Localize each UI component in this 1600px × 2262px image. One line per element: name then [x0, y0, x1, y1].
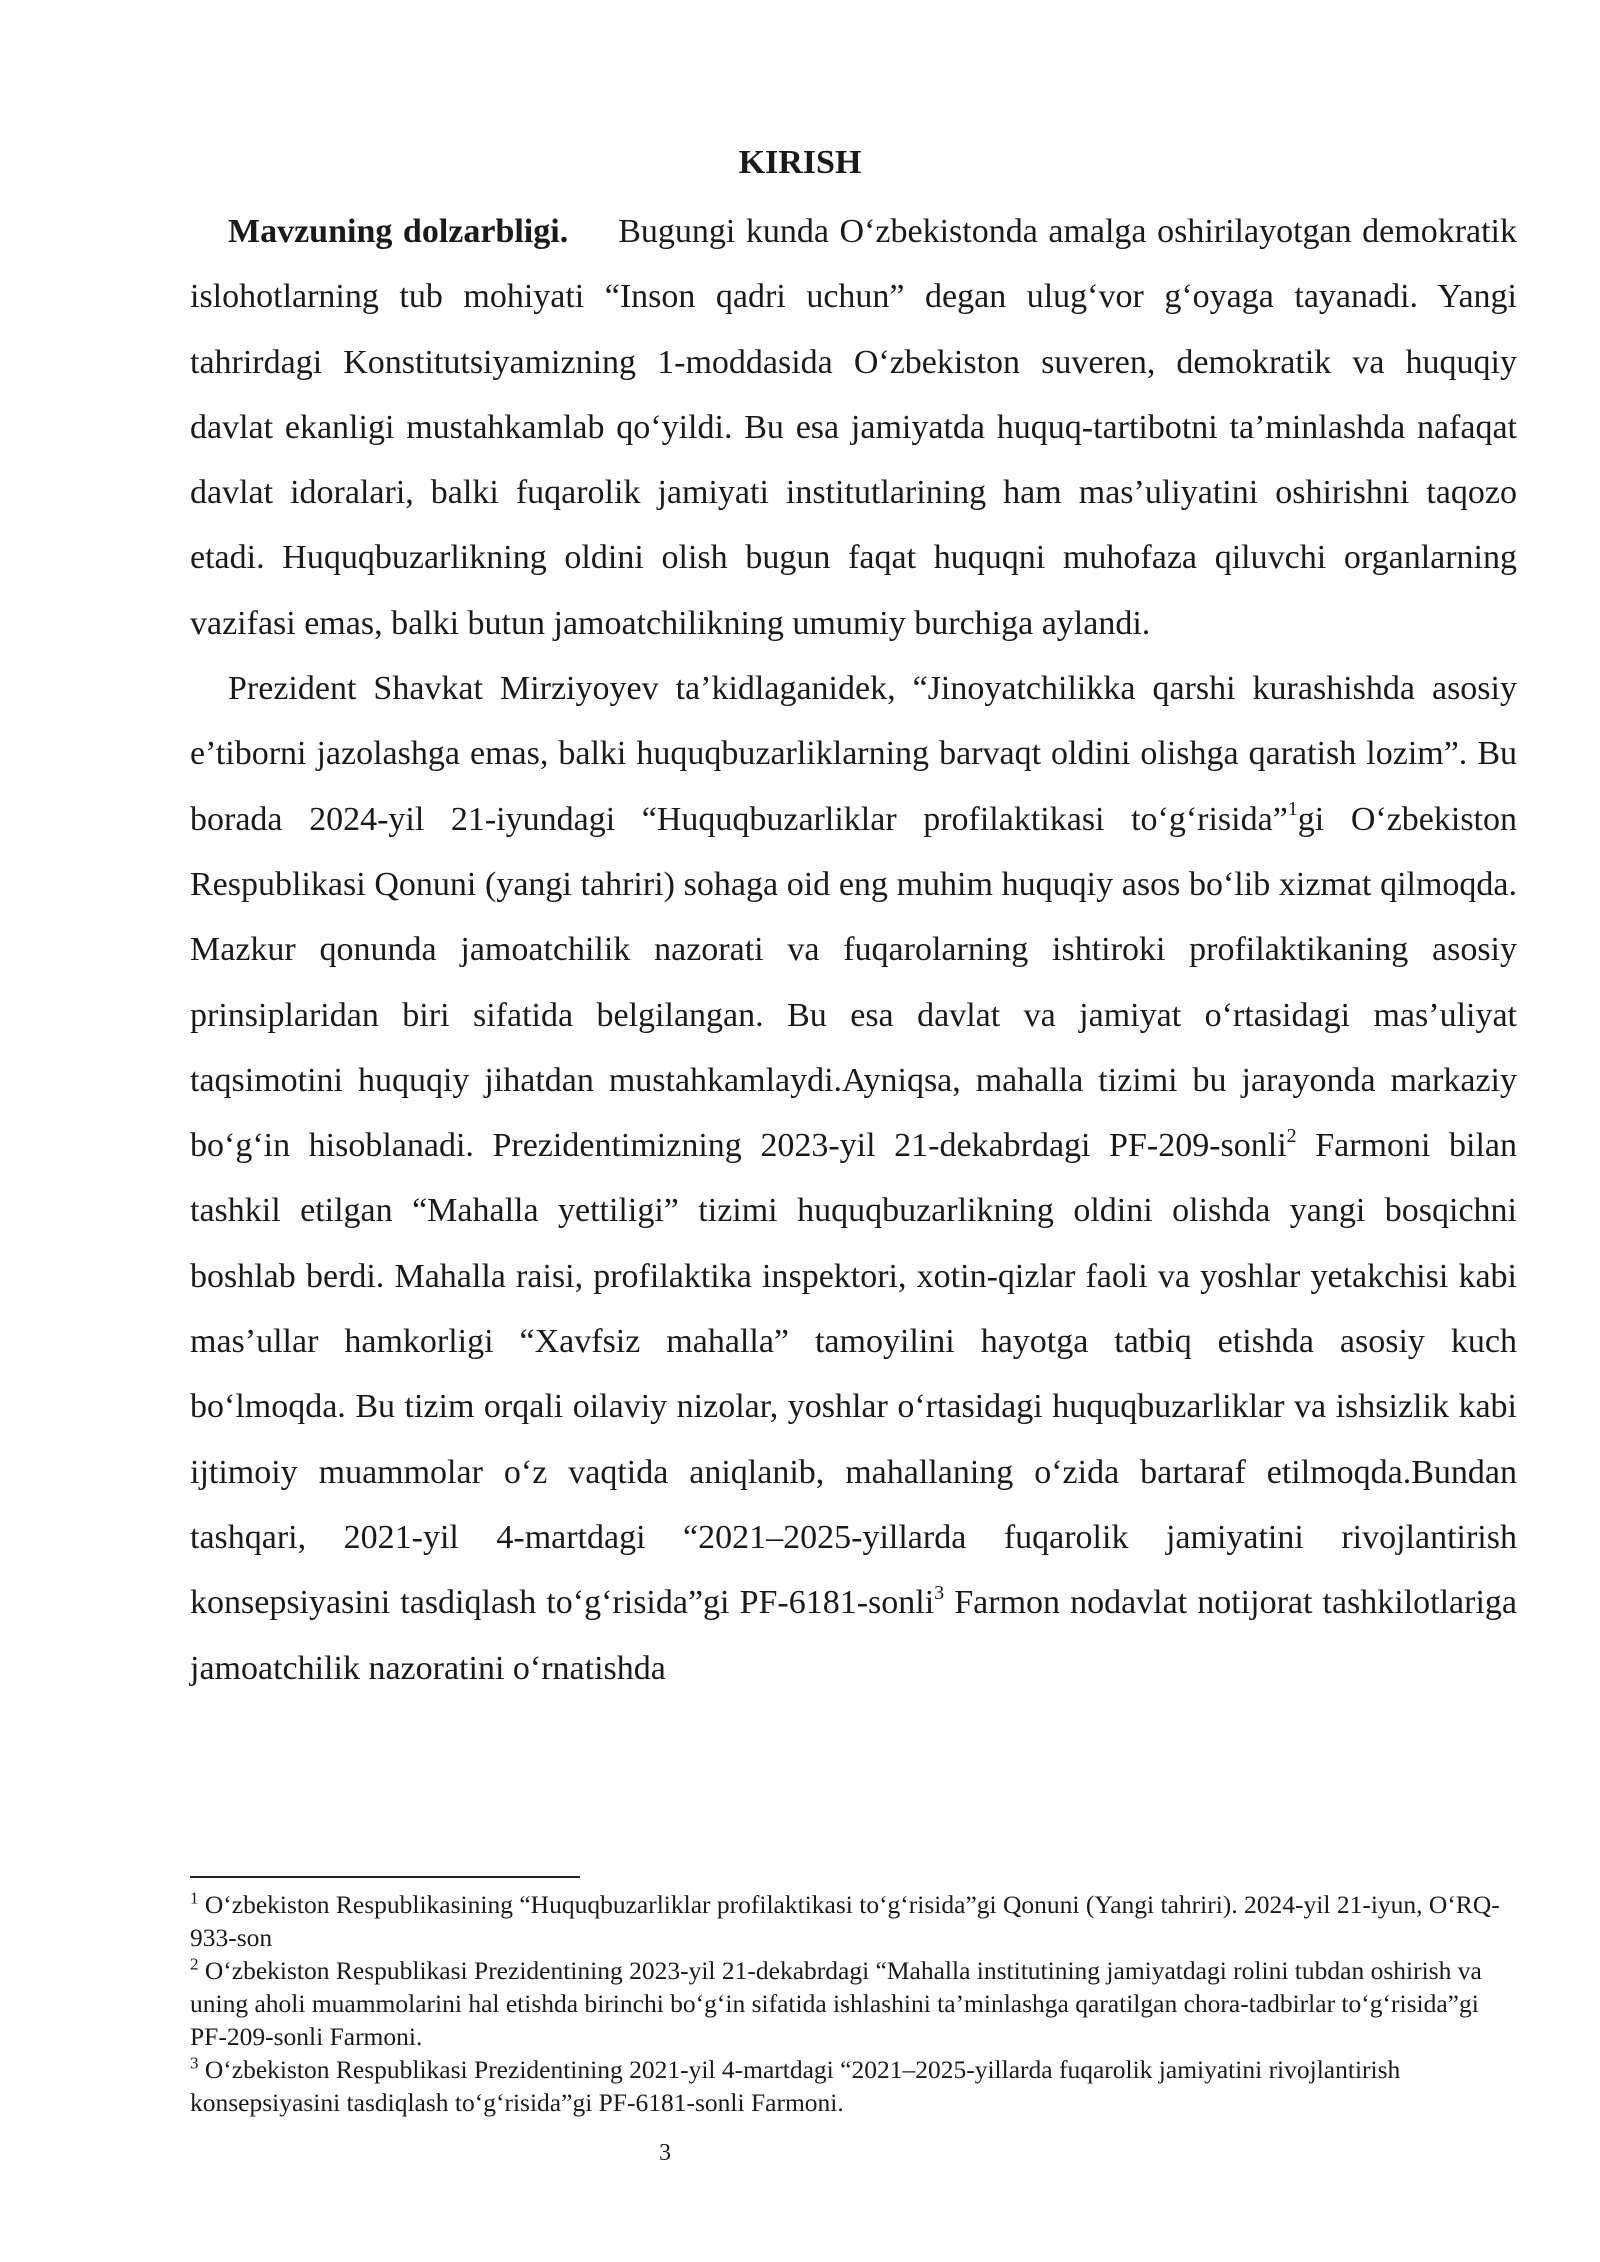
paragraph-relevance [190, 199, 1517, 656]
paragraph-text-part: Prezident Shavkat Mirziyoyev ta’kidlaganidek, “Jinoyatchilikka qarshi kurashishda asosiy e’tiborni jazolashga emas, balki huquqbuzarliklarning barvaqt oldini olishga qaratish lozim”. Bu borada 2024-yil 21-iyundagi “Huquqbuzarliklar profilaktikasi to‘g‘risida” [190, 670, 1517, 838]
footnote-item [190, 2053, 1517, 2119]
page-number: 3 [659, 2140, 671, 2166]
footnote-item [190, 1954, 1517, 2053]
paragraph-text-part: Farmon nodavlat notijorat tashkilotlariga jamoatchilik nazoratini o‘rnatishda [190, 1584, 1518, 1687]
footnote-mark: 1 [190, 1888, 199, 1908]
footnote-reference[interactable]: 3 [934, 1581, 945, 1604]
paragraph-text-part: Farmoni bilan tashkil etilgan “Mahalla yettiligi” tizimi huquqbuzarlikning oldini olishda yangi bosqichni boshlab berdi. Mahalla raisi, profilaktika inspektori, xotin-qizlar faoli va yoshlar yetakchisi kabi mas’ullar hamkorligi “Xavfsiz mahalla” tamoyilini hayotga tatbiq etishda asosiy kuch bo‘lmoqda. Bu tizim orqali oilaviy nizolar, yoshlar o‘rtasidagi huquqbuzarliklar va ishsizlik kabi ijtimoiy muammolar o‘z vaqtida aniqlanib, mahallaning o‘zida bartaraf etilmoqda.Bundan tashqari, 2021-yil 4-martdagi “2021–2025-yillarda fuqarolik jamiyatini rivojlantirish konsepsiyasini tasdiqlash to‘g‘risida”gi PF-6181-sonli [190, 1127, 1518, 1622]
footnote-reference[interactable]: 2 [1286, 1124, 1297, 1147]
paragraph-legal-basis [190, 656, 1517, 1701]
footnote-text: O‘zbekiston Respublikasining “Huquqbuzarliklar profilaktikasi to‘g‘risida”gi Qonuni (Yangi tahriri). 2024-yil 21-iyun, O‘RQ-933-son [190, 1890, 1500, 1952]
footnote-separator [190, 1876, 580, 1878]
footnotes [190, 1888, 1517, 2119]
section-heading: KIRISH [738, 144, 862, 181]
footnote-mark: 2 [190, 1954, 199, 1974]
footnote-mark: 3 [190, 2053, 199, 2073]
paragraph-lead: Mavzuning dolzarbligi. [228, 213, 569, 250]
paragraph-text: Bugungi kunda O‘zbekistonda amalga oshirilayotgan demokratik islohotlarning tub mohiyati “Inson qadri uchun” degan ulug‘vor g‘oyaga tayanadi. Yangi tahrirdagi Konstitutsiyamizning 1-moddasida O‘zbekiston suveren, demokratik va huquqiy davlat ekanligi mustahkamlab qo‘yildi. Bu esa jamiyatda huquq-tartibotni ta’minlashda nafaqat davlat idoralari, balki fuqarolik jamiyati institutlarining ham mas’uliyatini oshirishni taqozo etadi. Huquqbuzarlikning oldini olish bugun faqat huquqni muhofaza qiluvchi organlarning vazifasi emas, balki butun jamoatchilikning umumiy burchiga aylandi. [190, 213, 1518, 642]
body-text [190, 199, 1517, 1701]
footnote-text: O‘zbekiston Respublikasi Prezidentining 2023-yil 21-dekabrdagi “Mahalla institutining jamiyatdagi rolini tubdan oshirish va uning aholi muammolarini hal etishda birinchi bo‘g‘in sifatida ishlashini ta’minlashga qaratilgan chora-tadbirlar to‘g‘risida”gi PF-209-sonli Farmoni. [190, 1956, 1482, 2051]
paragraph-text-part: gi O‘zbekiston Respublikasi Qonuni (yangi tahriri) sohaga oid eng muhim huquqiy asos bo‘lib xizmat qilmoqda. Mazkur qonunda jamoatchilik nazorati va fuqarolarning ishtiroki profilaktikaning asosiy prinsiplaridan biri sifatida belgilangan. Bu esa davlat va jamiyat o‘rtasidagi mas’uliyat taqsimotini huquqiy jihatdan mustahkamlaydi.Ayniqsa, mahalla tizimi bu jarayonda markaziy bo‘g‘in hisoblanadi. Prezidentimizning 2023-yil 21-dekabrdagi PF-209-sonli [190, 800, 1517, 1165]
footnote-reference[interactable]: 1 [1287, 798, 1298, 821]
footnote-item [190, 1888, 1517, 1954]
footnote-text: O‘zbekiston Respublikasi Prezidentining 2021-yil 4-martdagi “2021–2025-yillarda fuqarolik jamiyatini rivojlantirish konsepsiyasini tasdiqlash to‘g‘risida”gi PF-6181-sonli Farmoni. [190, 2055, 1401, 2117]
